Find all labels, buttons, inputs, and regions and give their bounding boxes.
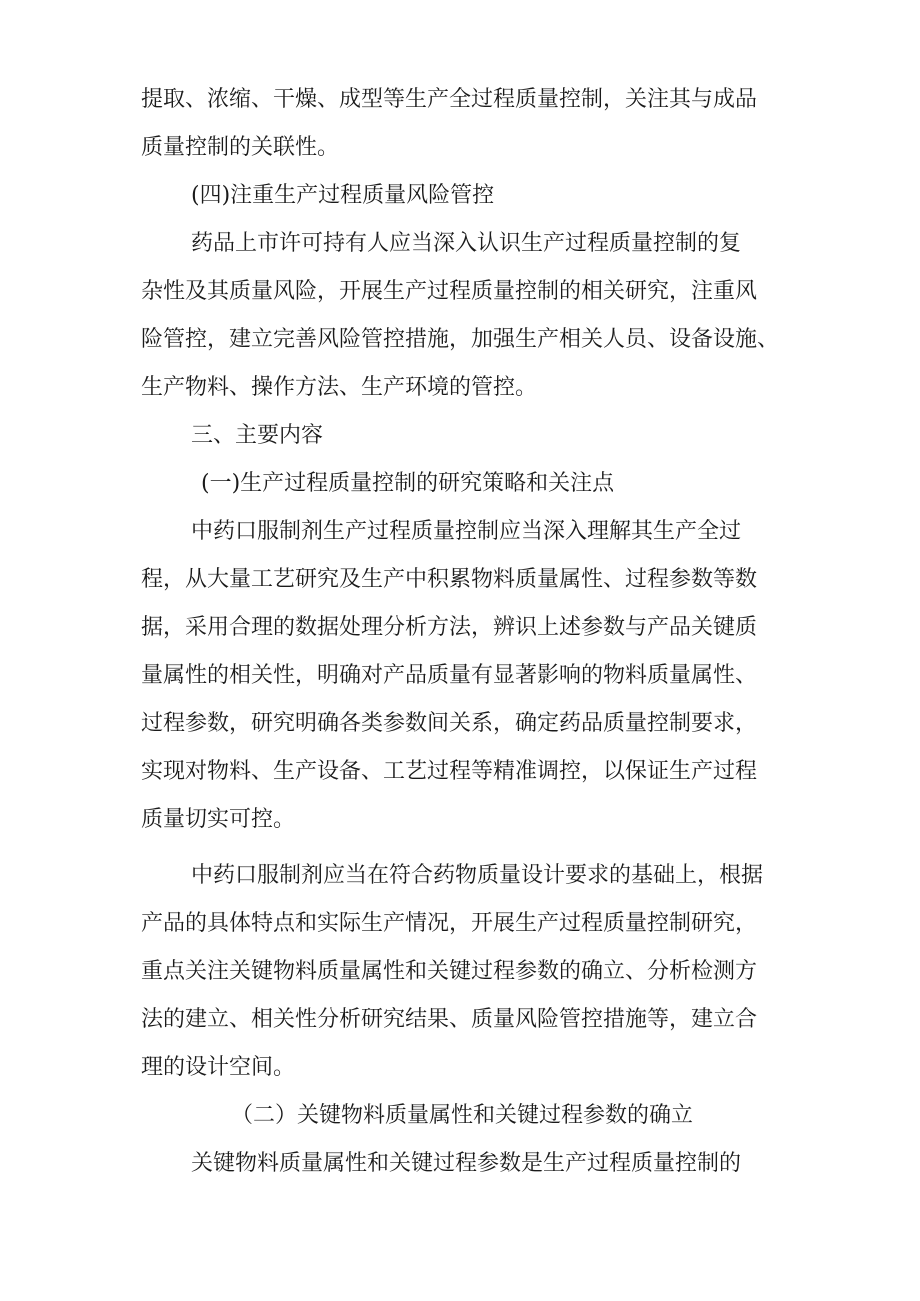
- section-heading-1: (一)生产过程质量控制的研究策略和关注点: [201, 471, 615, 496]
- paragraph-line: 重点关注关键物料质量属性和关键过程参数的确立、分析检测方: [141, 959, 758, 984]
- paragraph-line: 中药口服制剂应当在符合药物质量设计要求的基础上，根据: [191, 863, 764, 888]
- paragraph-line: 提取、浓缩、干燥、成型等生产全过程质量控制，关注其与成品: [141, 87, 758, 112]
- paragraph-line: 杂性及其质量风险，开展生产过程质量控制的相关研究，注重风: [141, 279, 758, 304]
- paragraph-line: 理的设计空间。: [141, 1055, 296, 1080]
- paragraph-line: 药品上市许可持有人应当深入认识生产过程质量控制的复: [191, 231, 742, 256]
- paragraph-line: 程，从大量工艺研究及生产中积累物料质量属性、过程参数等数: [141, 567, 758, 592]
- paragraph-line: 实现对物料、生产设备、工艺过程等精准调控，以保证生产过程: [141, 759, 758, 784]
- paragraph-line: 产品的具体特点和实际生产情况，开展生产过程质量控制研究，: [141, 911, 758, 936]
- paragraph-line: 量属性的相关性，明确对产品质量有显著影响的物料质量属性、: [141, 663, 758, 688]
- paragraph-line: 质量切实可控。: [141, 807, 296, 832]
- paragraph-line: 质量控制的关联性。: [141, 135, 340, 160]
- paragraph-line: 生产物料、操作方法、生产环境的管控。: [141, 375, 538, 400]
- paragraph-line: 关键物料质量属性和关键过程参数是生产过程质量控制的: [191, 1151, 742, 1176]
- paragraph-line: 据，采用合理的数据处理分析方法，辨识上述参数与产品关键质: [141, 615, 758, 640]
- section-heading-2: （二）关键物料质量属性和关键过程参数的确立: [231, 1103, 694, 1128]
- paragraph-line: 法的建立、相关性分析研究结果、质量风险管控措施等，建立合: [141, 1007, 758, 1032]
- paragraph-line: 过程参数，研究明确各类参数间关系，确定药品质量控制要求，: [141, 711, 758, 736]
- chapter-heading-3: 三、主要内容: [191, 423, 324, 448]
- section-heading-4: (四)注重生产过程质量风险管控: [191, 183, 495, 208]
- paragraph-line: 中药口服制剂生产过程质量控制应当深入理解其生产全过: [191, 519, 742, 544]
- paragraph-line: 险管控，建立完善风险管控措施，加强生产相关人员、设备设施、: [141, 327, 780, 352]
